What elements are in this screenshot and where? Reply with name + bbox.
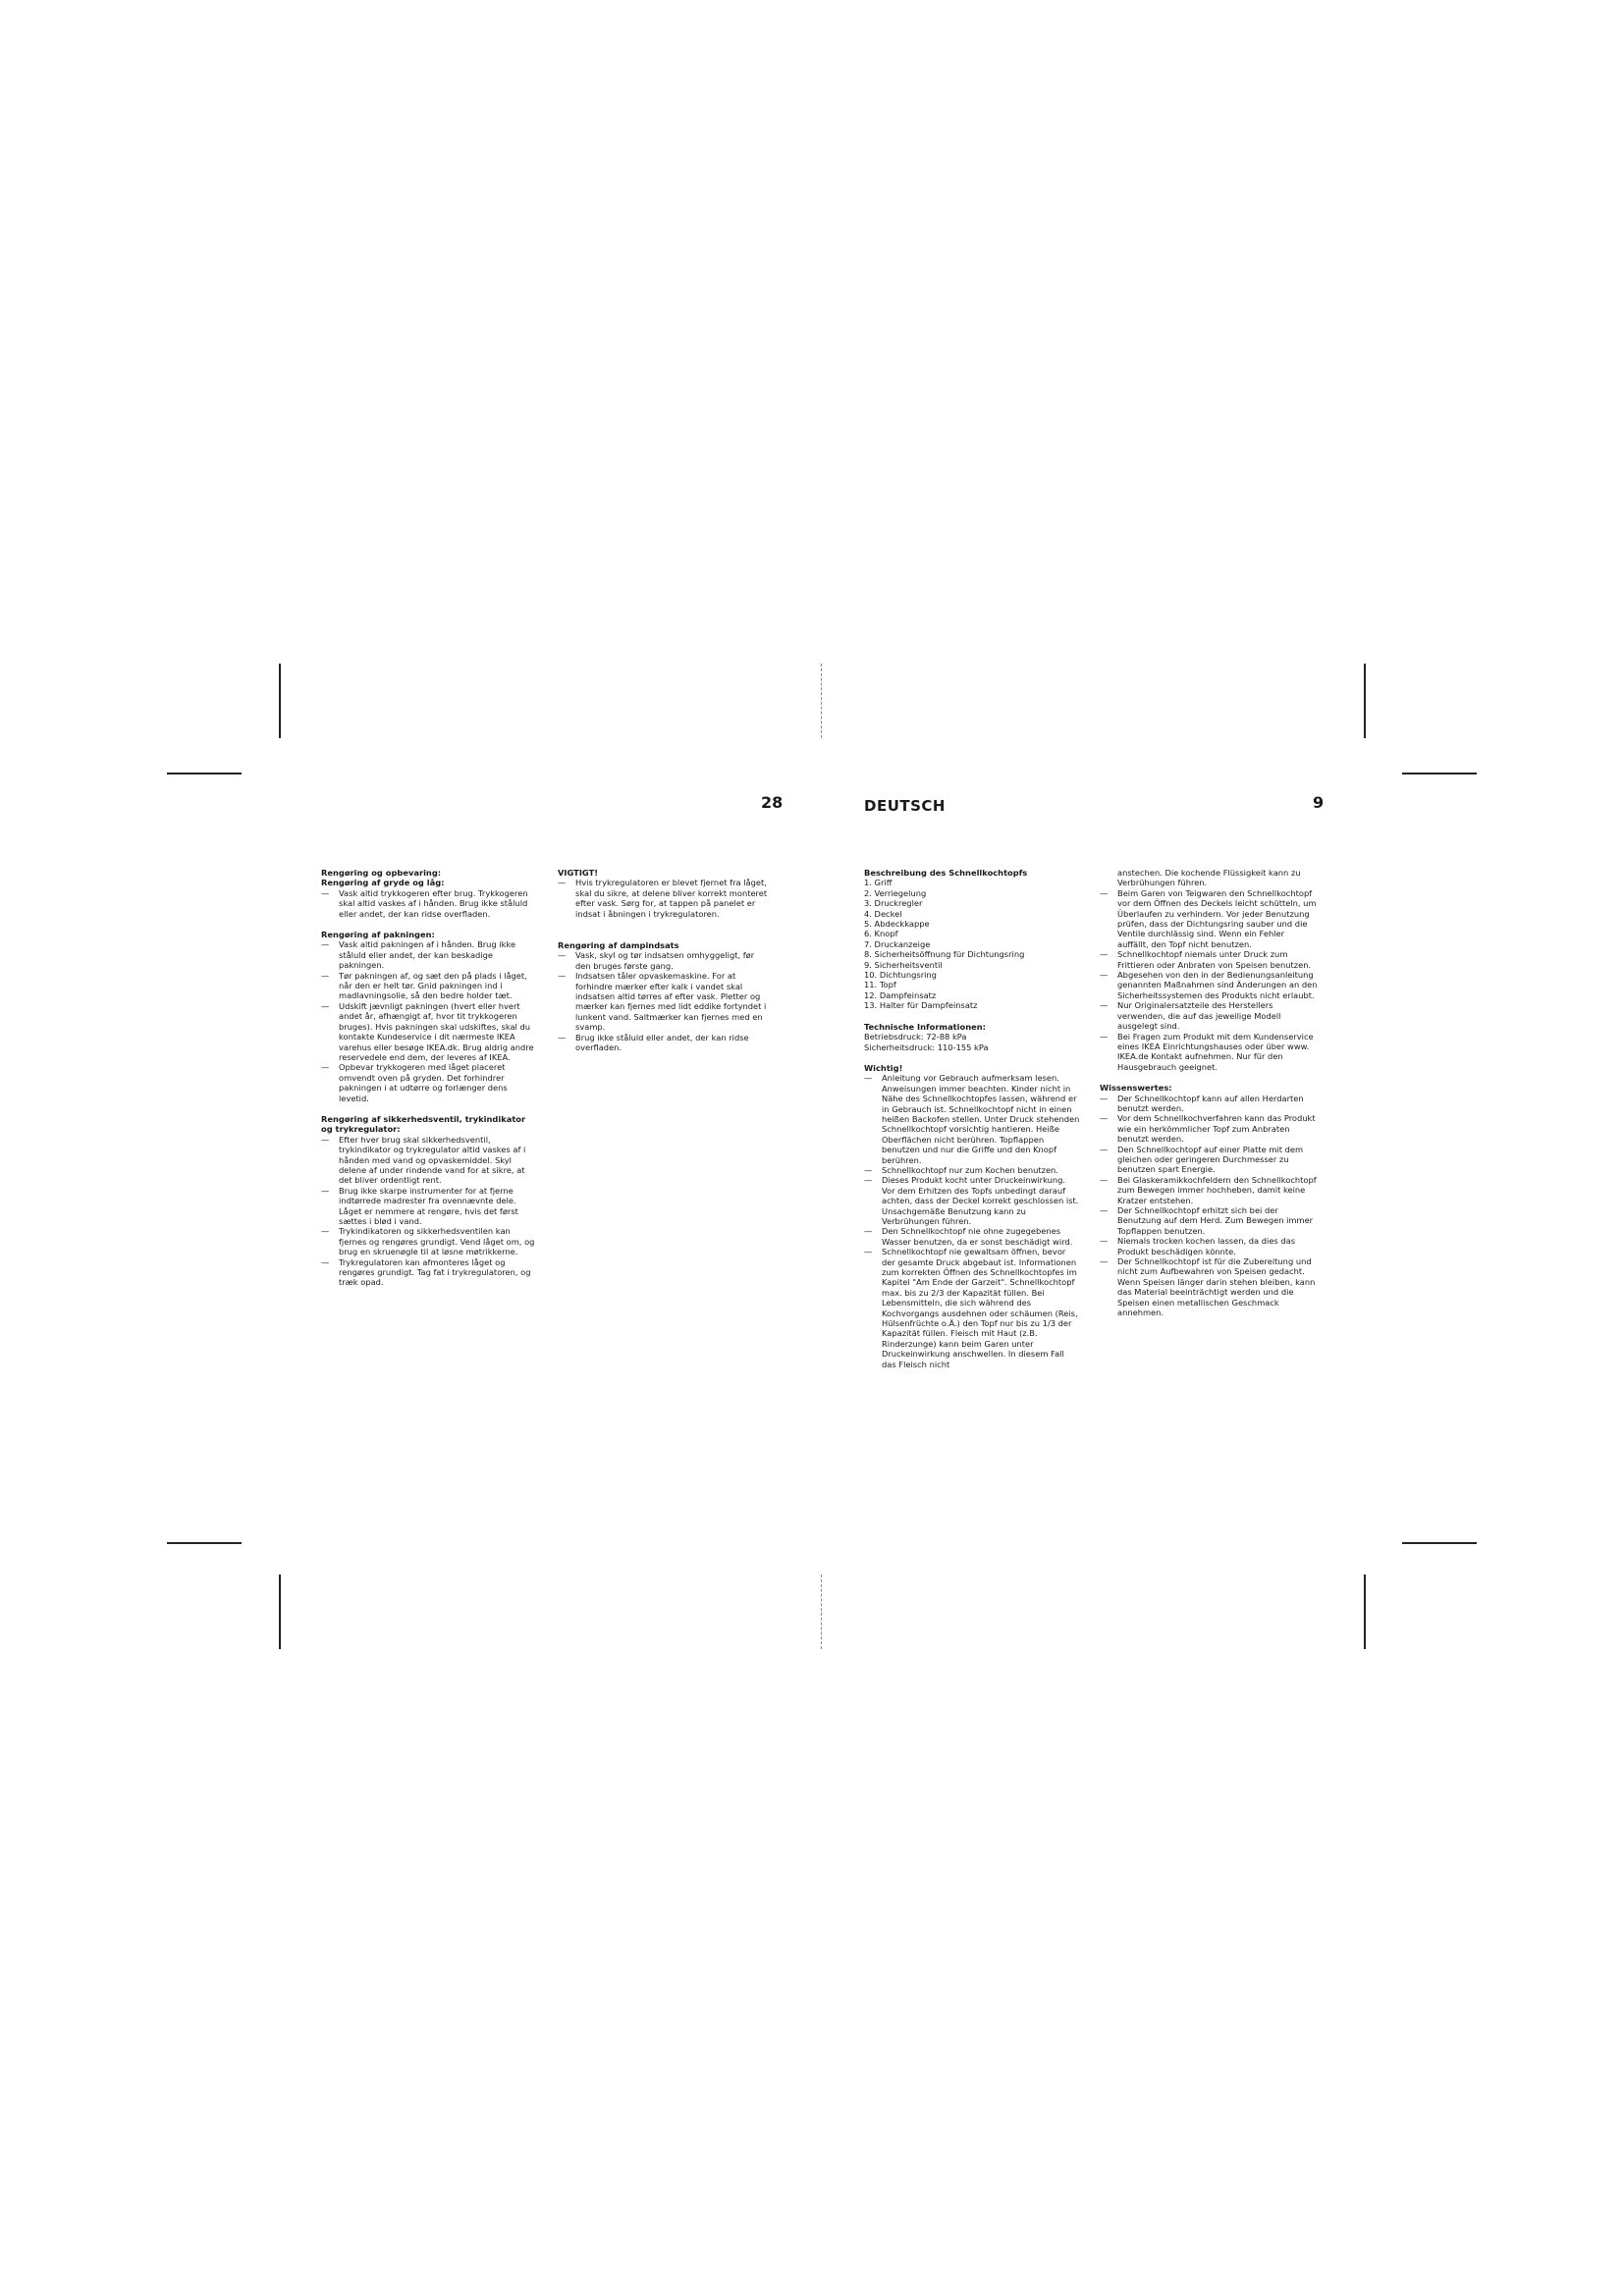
fold-mark [821, 1575, 822, 1649]
right-page-number: 9 [1313, 793, 1325, 812]
list-item: — Bei Glaskeramikkochfeldern den Schnellkochtopf zum Bewegen immer hochheben, damit keine Kratzer entstehen. [1100, 1175, 1318, 1205]
list-item: — Vask, skyl og tør indsatsen omhyggeligt, før den bruges første gang. [558, 950, 772, 971]
fold-mark [821, 664, 822, 738]
crop-mark [167, 1542, 242, 1544]
list-item: 1. Griff [864, 878, 893, 888]
list-item: 7. Druckanzeige [864, 938, 931, 949]
section-heading: Rengøring af sikkerhedsventil, trykindikator og trykregulator: [321, 1113, 526, 1135]
left-page-number: 28 [761, 793, 784, 812]
list-item: anstechen. Die kochende Flüssigkeit kann zu Verbrühungen führen. [1117, 868, 1301, 888]
section-heading: Rengøring af pakningen: [321, 930, 435, 940]
list-item: — Bei Fragen zum Produkt mit dem Kundenservice eines IKEA Einrichtungshauses oder über www. IKEA.de Kontakt aufnehmen. Nur für den Hausgebrauch geeignet. [1100, 1032, 1318, 1073]
list-item: — Der Schnellkochtopf erhitzt sich bei der Benutzung auf dem Herd. Zum Bewegen immer Topflappen benutzen. [1100, 1205, 1318, 1236]
list-item: 3. Druckregler [864, 898, 923, 909]
list-item: — Udskift jævnligt pakningen (hvert eller hvert andet år, afhængigt af, hvor tit trykkogeren bruges). Hvis pakningen skal udskiftes, skal du kontakte Kundeservice i dit nærmeste IKEA varehus eller besøge IKEA.dk. Brug aldrig andre reservedele end dem, der leveres af IKEA. [321, 1001, 537, 1062]
list-item: — Der Schnellkochtopf ist für die Zubereitung und nicht zum Aufbewahren von Speisen gedacht. Wenn Speisen länger darin stehen bleiben, kann das Material beeinträchtigt werden und die Speisen einen metallischen Geschmack annehmen. [1100, 1256, 1318, 1317]
parts-list [864, 878, 1080, 1010]
list-item: — Tør pakningen af, og sæt den på plads i låget, når den er helt tør. Gnid pakningen ind i madlavningsolie, så den bedre holder tæt. [321, 971, 537, 1001]
crop-mark [1364, 664, 1366, 738]
crop-mark [279, 1575, 281, 1649]
crop-mark [1402, 1542, 1477, 1544]
crop-mark [1402, 773, 1477, 774]
list-item: 10. Dichtungsring [864, 970, 937, 981]
list-item: — Anleitung vor Gebrauch aufmerksam lesen. Anweisungen immer beachten. Kinder nicht in Nähe des Schnellkochtopfes lassen, während er in Gebrauch ist. Schnellkochtopf nicht in einen heißen Backofen stellen. Unter Druck stehenden Schnellkochtopf vorsichtig hantieren. Heiße Oberflächen nicht berühren. Topflappen benutzen und nur die Griffe und den Knopf berühren. [864, 1073, 1080, 1165]
list-item: 8. Sicherheitsöffnung für Dichtungsring [864, 949, 1025, 960]
list-item: 2. Verriegelung [864, 887, 927, 898]
list-item: — Niemals trocken kochen lassen, da dies das Produkt beschädigen könnte. [1100, 1236, 1318, 1256]
left-page-column-2 [558, 868, 772, 1053]
section-heading: Rengøring af gryde og låg: [321, 878, 445, 888]
parts-heading: Beschreibung des Schnellkochtopfs [864, 868, 1028, 878]
list-item: 13. Halter für Dampfeinsatz [864, 1000, 978, 1011]
list-item: — Opbevar trykkogeren med låget placeret omvendt oven på gryden. Det forhindrer pakningen i at udtørre og forlænger dens levetid. [321, 1062, 537, 1103]
list-item: — Beim Garen von Teigwaren den Schnellkochtopf vor dem Öffnen des Deckels leicht schütteln, um Überlaufen zu verhindern. Vor jeder Benutzung prüfen, dass der Dichtungsring sauber und die Ventile durchlässig sind. Wenn ein Fehler auffällt, den Topf nicht benutzen. [1100, 888, 1318, 949]
list-item: — Vor dem Schnellkochverfahren kann das Produkt wie ein herkömmlicher Topf zum Anbraten benutzt werden. [1100, 1113, 1318, 1144]
list-item: — Vask altid pakningen af i hånden. Brug ikke ståluld eller andet, der kan beskadige pakningen. [321, 939, 537, 970]
list-item: 9. Sicherheitsventil [864, 959, 943, 970]
list-item: — Schnellkochtopf niemals unter Druck zum Frittieren oder Anbraten von Speisen benutzen. [1100, 949, 1318, 970]
left-page-column-1 [321, 868, 537, 1288]
important-heading: Wichtig! [864, 1062, 903, 1073]
list-item: — Den Schnellkochtopf auf einer Platte mit dem gleichen oder geringeren Durchmesser zu benutzen spart Energie. [1100, 1145, 1318, 1175]
section-heading: Rengøring af dampindsats [558, 940, 679, 951]
list-item: — Dieses Produkt kocht unter Druckeinwirkung. Vor dem Erhitzen des Topfs unbedingt darauf achten, dass der Deckel korrekt geschlossen ist. Unsachgemäße Benutzung kann zu Verbrühungen führen. [864, 1175, 1080, 1226]
list-item: — Efter hver brug skal sikkerhedsventil, trykindikator og trykregulator altid vaskes af i hånden med vand og opvaskemiddel. Skyl delene af under rindende vand for at sikre, at det bliver ordentligt rent. [321, 1135, 537, 1186]
list-item: — Abgesehen von den in der Bedienungsanleitung genannten Maßnahmen sind Änderungen an den Sicherheitssystemen des Produkts nicht erlaubt. [1100, 970, 1318, 1000]
right-page-column-1 [864, 868, 1080, 1369]
crop-mark [167, 773, 242, 774]
section-heading: VIGTIGT! [558, 868, 599, 878]
list-item: — Schnellkochtopf nie gewaltsam öffnen, bevor der gesamte Druck abgebaut ist. Informationen zum korrekten Öffnen des Schnellkochtopfes im Kapitel "Am Ende der Garzeit". Schnellkochtopf max. bis zu 2/3 der Kapazität füllen. Bei Lebensmitteln, die sich während des Kochvorgangs ausdehnen oder schäumen (Reis, Hülsenfrüchte o.Ä.) den Topf nur bis zu 1/3 der Kapazität füllen. Fleisch mit Haut (z.B. Rinderzunge) kann beim Garen unter Druckeinwirkung anschwellen. In diesem Fall das Fleisch nicht [864, 1247, 1080, 1369]
tech-info-line: Sicherheitsdruck: 110-155 kPa [864, 1041, 989, 1052]
language-header: DEUTSCH [864, 797, 946, 815]
list-item: — Den Schnellkochtopf nie ohne zugegebenes Wasser benutzen, da er sonst beschädigt wird. [864, 1226, 1080, 1247]
list-item: — Der Schnellkochtopf kann auf allen Herdarten benutzt werden. [1100, 1094, 1318, 1114]
list-item: 5. Abdeckkappe [864, 919, 930, 930]
tech-info-heading: Technische Informationen: [864, 1021, 986, 1032]
list-item: 12. Dampfeinsatz [864, 989, 937, 1000]
list-item: 6. Knopf [864, 929, 898, 939]
list-item: — Brug ikke ståluld eller andet, der kan ridse overfladen. [558, 1033, 772, 1053]
list-item: — Indsatsen tåler opvaskemaskine. For at forhindre mærker efter kalk i vandet skal indsatsen altid tørres af efter vask. Pletter og mærker kan fjernes med lidt eddike fortyndet i lunkent vand. Saltmærker kan fjernes med en svamp. [558, 971, 772, 1032]
list-item: — Trykindikatoren og sikkerhedsventilen kan fjernes og rengøres grundigt. Vend låget om, og brug en skruenøgle til at løsne møtrikkerne. [321, 1226, 537, 1256]
list-item: — Brug ikke skarpe instrumenter for at fjerne indtørrede madrester fra ovennævnte dele. Låget er nemmere at rengøre, hvis det først sættes i blød i vand. [321, 1186, 537, 1227]
crop-mark [1364, 1575, 1366, 1649]
list-item: 11. Topf [864, 980, 896, 990]
section-heading: Rengøring og opbevaring: [321, 868, 442, 878]
list-item: — Schnellkochtopf nur zum Kochen benutzen. [864, 1165, 1080, 1175]
list-item: — Nur Originalersatzteile des Herstellers verwenden, die auf das jeweilige Modell ausgelegt sind. [1100, 1000, 1318, 1031]
list-item: — Hvis trykregulatoren er blevet fjernet fra låget, skal du sikre, at delene bliver korrekt monteret efter vask. Sørg for, at tappen på panelet er indsat i åbningen i trykregulatoren. [558, 878, 772, 919]
crop-mark [279, 664, 281, 738]
wissenswertes-heading: Wissenswertes: [1100, 1083, 1172, 1094]
list-item: 4. Deckel [864, 908, 902, 919]
tech-info-line: Betriebsdruck: 72-88 kPa [864, 1032, 967, 1042]
list-item: — Trykregulatoren kan afmonteres låget og rengøres grundigt. Tag fat i trykregulatoren, og træk opad. [321, 1257, 537, 1288]
right-page-column-2 [1100, 868, 1318, 1317]
list-item: — Vask altid trykkogeren efter brug. Trykkogeren skal altid vaskes af i hånden. Brug ikke ståluld eller andet, der kan ridse overfladen. [321, 888, 537, 919]
